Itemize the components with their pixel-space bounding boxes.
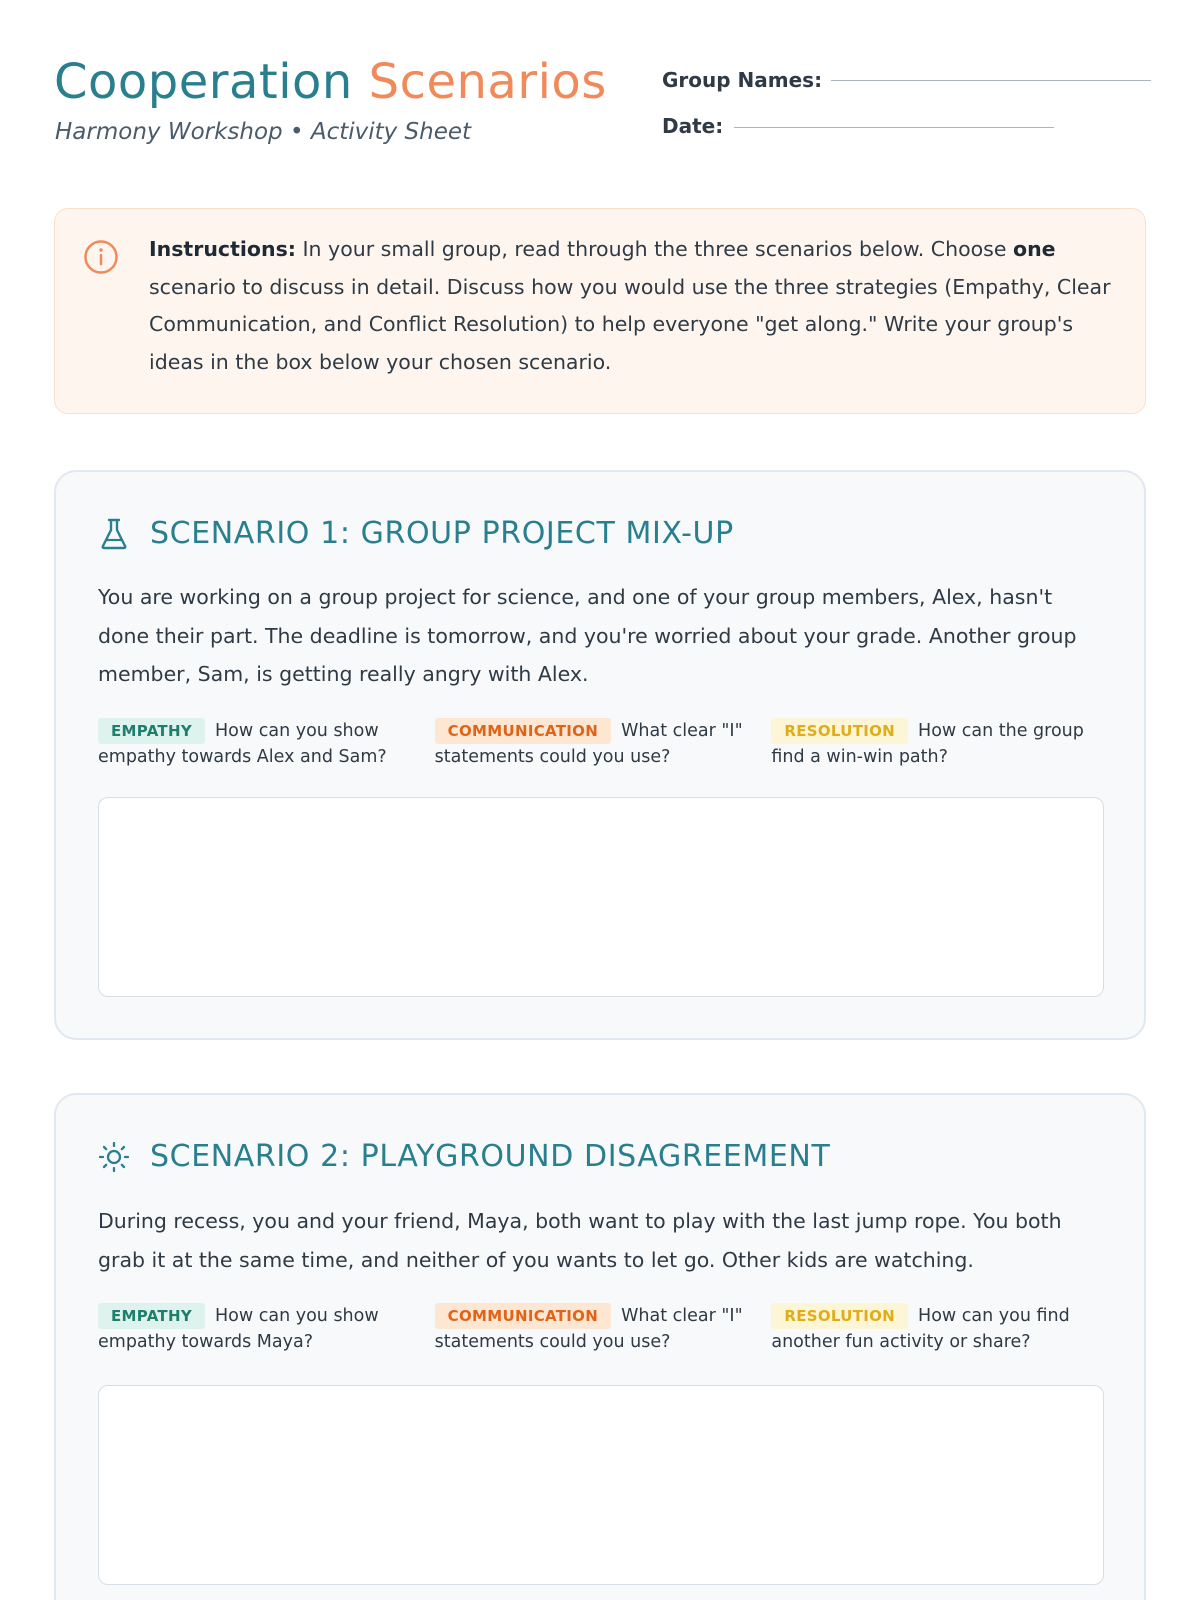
- scenario-2-description: During recess, you and your friend, Maya, both want to play with the last jump rope. You both grab it at the same time, and neither of you wants to let go. Other kids are watching.: [98, 1209, 1062, 1272]
- info-icon: [83, 239, 119, 275]
- communication-tag: COMMUNICATION: [435, 718, 611, 744]
- page-subtitle: Harmony Workshop • Activity Sheet: [55, 119, 472, 145]
- empathy-question: How can you show empathy towards Maya?: [98, 1306, 379, 1352]
- group-names-field[interactable]: [831, 80, 1151, 81]
- communication-question: What clear "I" statements could you use?: [434, 721, 743, 767]
- instructions-emphasis: one: [1012, 237, 1056, 261]
- sheet-header: [0, 0, 1200, 190]
- resolution-question: How can you find another fun activity or share?: [771, 1306, 1070, 1352]
- empathy-tag: EMPATHY: [98, 1303, 205, 1329]
- communication-question: What clear "I" statements could you use?: [434, 1306, 743, 1352]
- scenario-card-2: [54, 1093, 1146, 1600]
- flask-icon: [98, 516, 130, 552]
- instructions-text-part1: In your small group, read through the three scenarios below. Choose: [295, 237, 1013, 261]
- scenario-1-header: [98, 514, 734, 554]
- scenario-2-answer-box[interactable]: [98, 1385, 1104, 1585]
- scenario-2-title: SCENARIO 2: PLAYGROUND DISAGREEMENT: [150, 1139, 831, 1174]
- resolution-tag: RESOLUTION: [771, 1303, 908, 1329]
- date-field[interactable]: [734, 127, 1054, 128]
- scenario-1-description: You are working on a group project for science, and one of your group members, Alex, hasn't done their part. The deadline is tomorrow, and you're worried about your grade. Another group member, Sam, is getting really angry with Alex.: [98, 585, 1077, 686]
- scenario-2-prompt-empathy: [98, 1303, 435, 1355]
- resolution-question: How can the group find a win-win path?: [771, 721, 1084, 767]
- scenario-1-title: SCENARIO 1: GROUP PROJECT MIX-UP: [150, 516, 734, 551]
- page-title: [54, 52, 607, 112]
- empathy-question: How can you show empathy towards Alex and Sam?: [98, 721, 387, 767]
- scenario-1-answer-box[interactable]: [98, 797, 1104, 997]
- scenario-1-prompt-resolution: [771, 718, 1108, 770]
- scenario-2-prompt-communication: [435, 1303, 772, 1355]
- instructions-text: [149, 231, 1124, 381]
- communication-tag: COMMUNICATION: [435, 1303, 611, 1329]
- date-label: Date:: [662, 114, 724, 138]
- resolution-tag: RESOLUTION: [771, 718, 908, 744]
- scenario-1-prompt-empathy: [98, 718, 435, 770]
- instructions-box: [54, 208, 1146, 414]
- title-part-scenarios: Scenarios: [368, 54, 607, 110]
- sun-icon: [98, 1139, 130, 1175]
- scenario-2-header: [98, 1137, 830, 1177]
- instructions-label: Instructions:: [149, 237, 296, 261]
- empathy-tag: EMPATHY: [98, 718, 205, 744]
- scenario-2-prompt-resolution: [771, 1303, 1108, 1355]
- instructions-text-part2: scenario to discuss in detail. Discuss how you would use the three strategies (Empathy, Clear Communication, and Conflict Resolution) to help everyone "get along." Write your group's ideas in the box below your chosen scenario.: [149, 274, 1111, 374]
- group-names-label: Group Names:: [662, 68, 823, 92]
- scenario-card-1: [54, 470, 1146, 1040]
- scenario-1-prompts: [98, 718, 1108, 770]
- title-part-cooperation: Cooperation: [54, 54, 353, 110]
- scenario-2-prompts: [98, 1303, 1108, 1355]
- scenario-1-prompt-communication: [435, 718, 772, 770]
